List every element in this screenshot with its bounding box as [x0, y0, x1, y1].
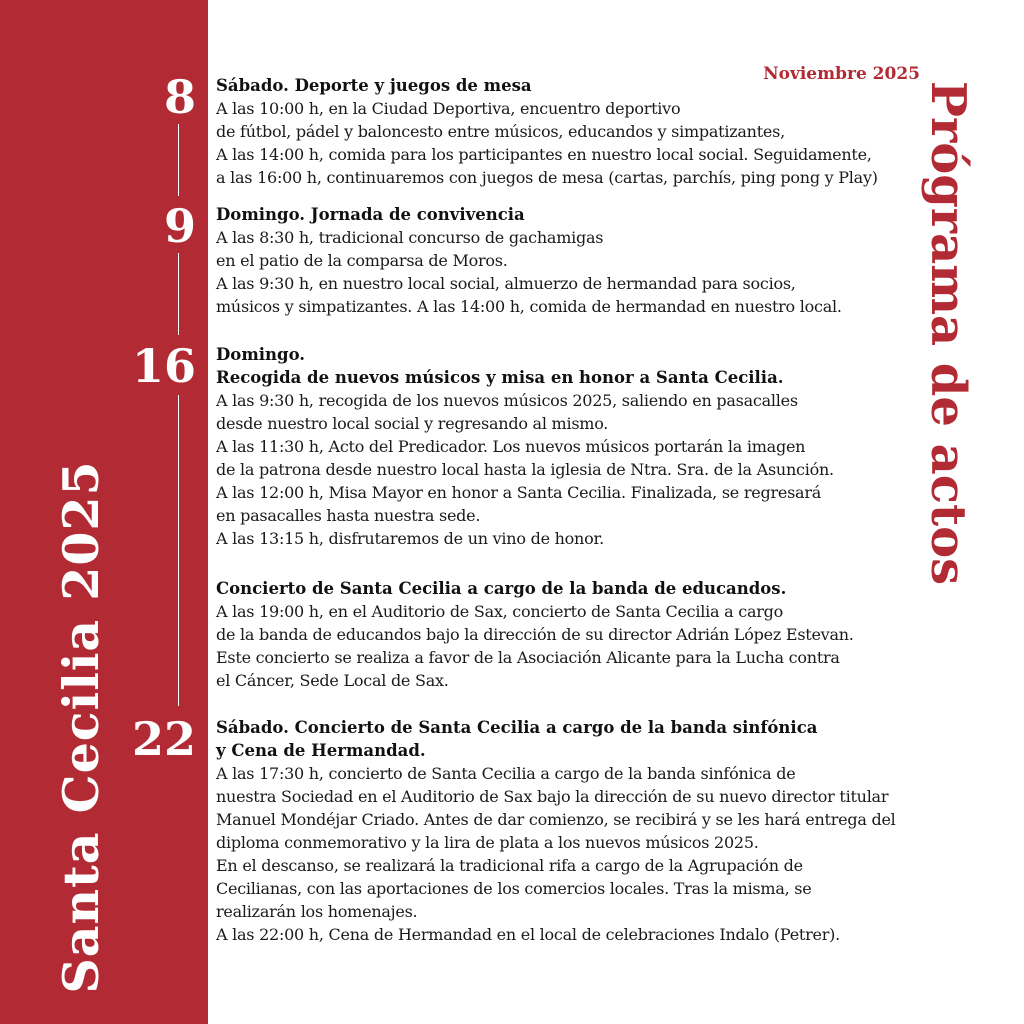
event-line: realizarán los homenajes.	[216, 902, 418, 921]
event-line: A las 9:30 h, recogida de los nuevos músicos 2025, saliendo en pasacalles	[216, 391, 798, 410]
event-line: en el patio de la comparsa de Moros.	[216, 251, 508, 270]
month-label: Noviembre 2025	[763, 64, 920, 84]
event-heading: Domingo. Jornada de convivencia	[216, 205, 525, 224]
event-heading: Recogida de nuevos músicos y misa en honor a Santa Cecilia.	[216, 368, 784, 387]
event-line: Manuel Mondéjar Criado. Antes de dar comienzo, se recibirá y se les hará entrega del	[216, 810, 896, 829]
event-line: A las 10:00 h, en la Ciudad Deportiva, encuentro deportivo	[216, 99, 681, 118]
event-line: A las 9:30 h, en nuestro local social, almuerzo de hermandad para socios,	[216, 274, 796, 293]
timeline-line	[178, 124, 179, 196]
event-educandos-concert	[216, 577, 946, 692]
event-line: A las 14:00 h, comida para los participantes en nuestro local social. Seguidamente,	[216, 145, 872, 164]
day-number-22: 22	[131, 712, 196, 766]
event-line: A las 12:00 h, Misa Mayor en honor a Santa Cecilia. Finalizada, se regresará	[216, 483, 822, 502]
event-line: A las 11:30 h, Acto del Predicador. Los nuevos músicos portarán la imagen	[216, 437, 806, 456]
event-line: A las 22:00 h, Cena de Hermandad en el local de celebraciones Indalo (Petrer).	[216, 925, 840, 944]
event-day-8	[216, 74, 946, 189]
event-heading: y Cena de Hermandad.	[216, 741, 426, 760]
event-heading: Sábado. Deporte y juegos de mesa	[216, 76, 532, 95]
timeline-line	[178, 395, 179, 706]
event-line: en pasacalles hasta nuestra sede.	[216, 506, 481, 525]
event-line: de fútbol, pádel y baloncesto entre músicos, educandos y simpatizantes,	[216, 122, 785, 141]
event-line: A las 13:15 h, disfrutaremos de un vino de honor.	[216, 529, 604, 548]
event-line: En el descanso, se realizará la tradicional rifa a cargo de la Agrupación de	[216, 856, 803, 875]
event-line: A las 17:30 h, concierto de Santa Cecilia a cargo de la banda sinfónica de	[216, 764, 796, 783]
event-line: A las 8:30 h, tradicional concurso de gachamigas	[216, 228, 604, 247]
event-line: Cecilianas, con las aportaciones de los comercios locales. Tras la misma, se	[216, 879, 812, 898]
day-number-8: 8	[163, 70, 196, 124]
event-line: a las 16:00 h, continuaremos con juegos de mesa (cartas, parchís, ping pong y Play)	[216, 168, 878, 187]
event-day-9	[216, 203, 946, 318]
event-line: de la banda de educandos bajo la dirección de su director Adrián López Estevan.	[216, 625, 854, 644]
event-line: desde nuestro local social y regresando al mismo.	[216, 414, 609, 433]
event-line: nuestra Sociedad en el Auditorio de Sax bajo la dirección de su nuevo director titular	[216, 787, 889, 806]
event-line: Este concierto se realiza a favor de la Asociación Alicante para la Lucha contra	[216, 648, 840, 667]
event-day-22	[216, 716, 946, 946]
sidebar	[0, 0, 208, 1024]
timeline-line	[178, 253, 179, 335]
day-number-9: 9	[163, 199, 196, 253]
event-heading: Sábado. Concierto de Santa Cecilia a cargo de la banda sinfónica	[216, 718, 818, 737]
event-line: de la patrona desde nuestro local hasta la iglesia de Ntra. Sra. de la Asunción.	[216, 460, 834, 479]
event-heading: Domingo.	[216, 345, 306, 364]
event-day-16	[216, 343, 946, 550]
event-line: A las 19:00 h, en el Auditorio de Sax, concierto de Santa Cecilia a cargo	[216, 602, 783, 621]
event-line: el Cáncer, Sede Local de Sax.	[216, 671, 449, 690]
event-heading: Concierto de Santa Cecilia a cargo de la banda de educandos.	[216, 579, 787, 598]
sidebar-title: Santa Cecilia 2025	[52, 460, 110, 994]
event-line: músicos y simpatizantes. A las 14:00 h, comida de hermandad en nuestro local.	[216, 297, 842, 316]
program-title: Prógrama de actos	[920, 80, 976, 586]
event-line: diploma conmemorativo y la lira de plata a los nuevos músicos 2025.	[216, 833, 759, 852]
day-number-16: 16	[131, 339, 196, 393]
